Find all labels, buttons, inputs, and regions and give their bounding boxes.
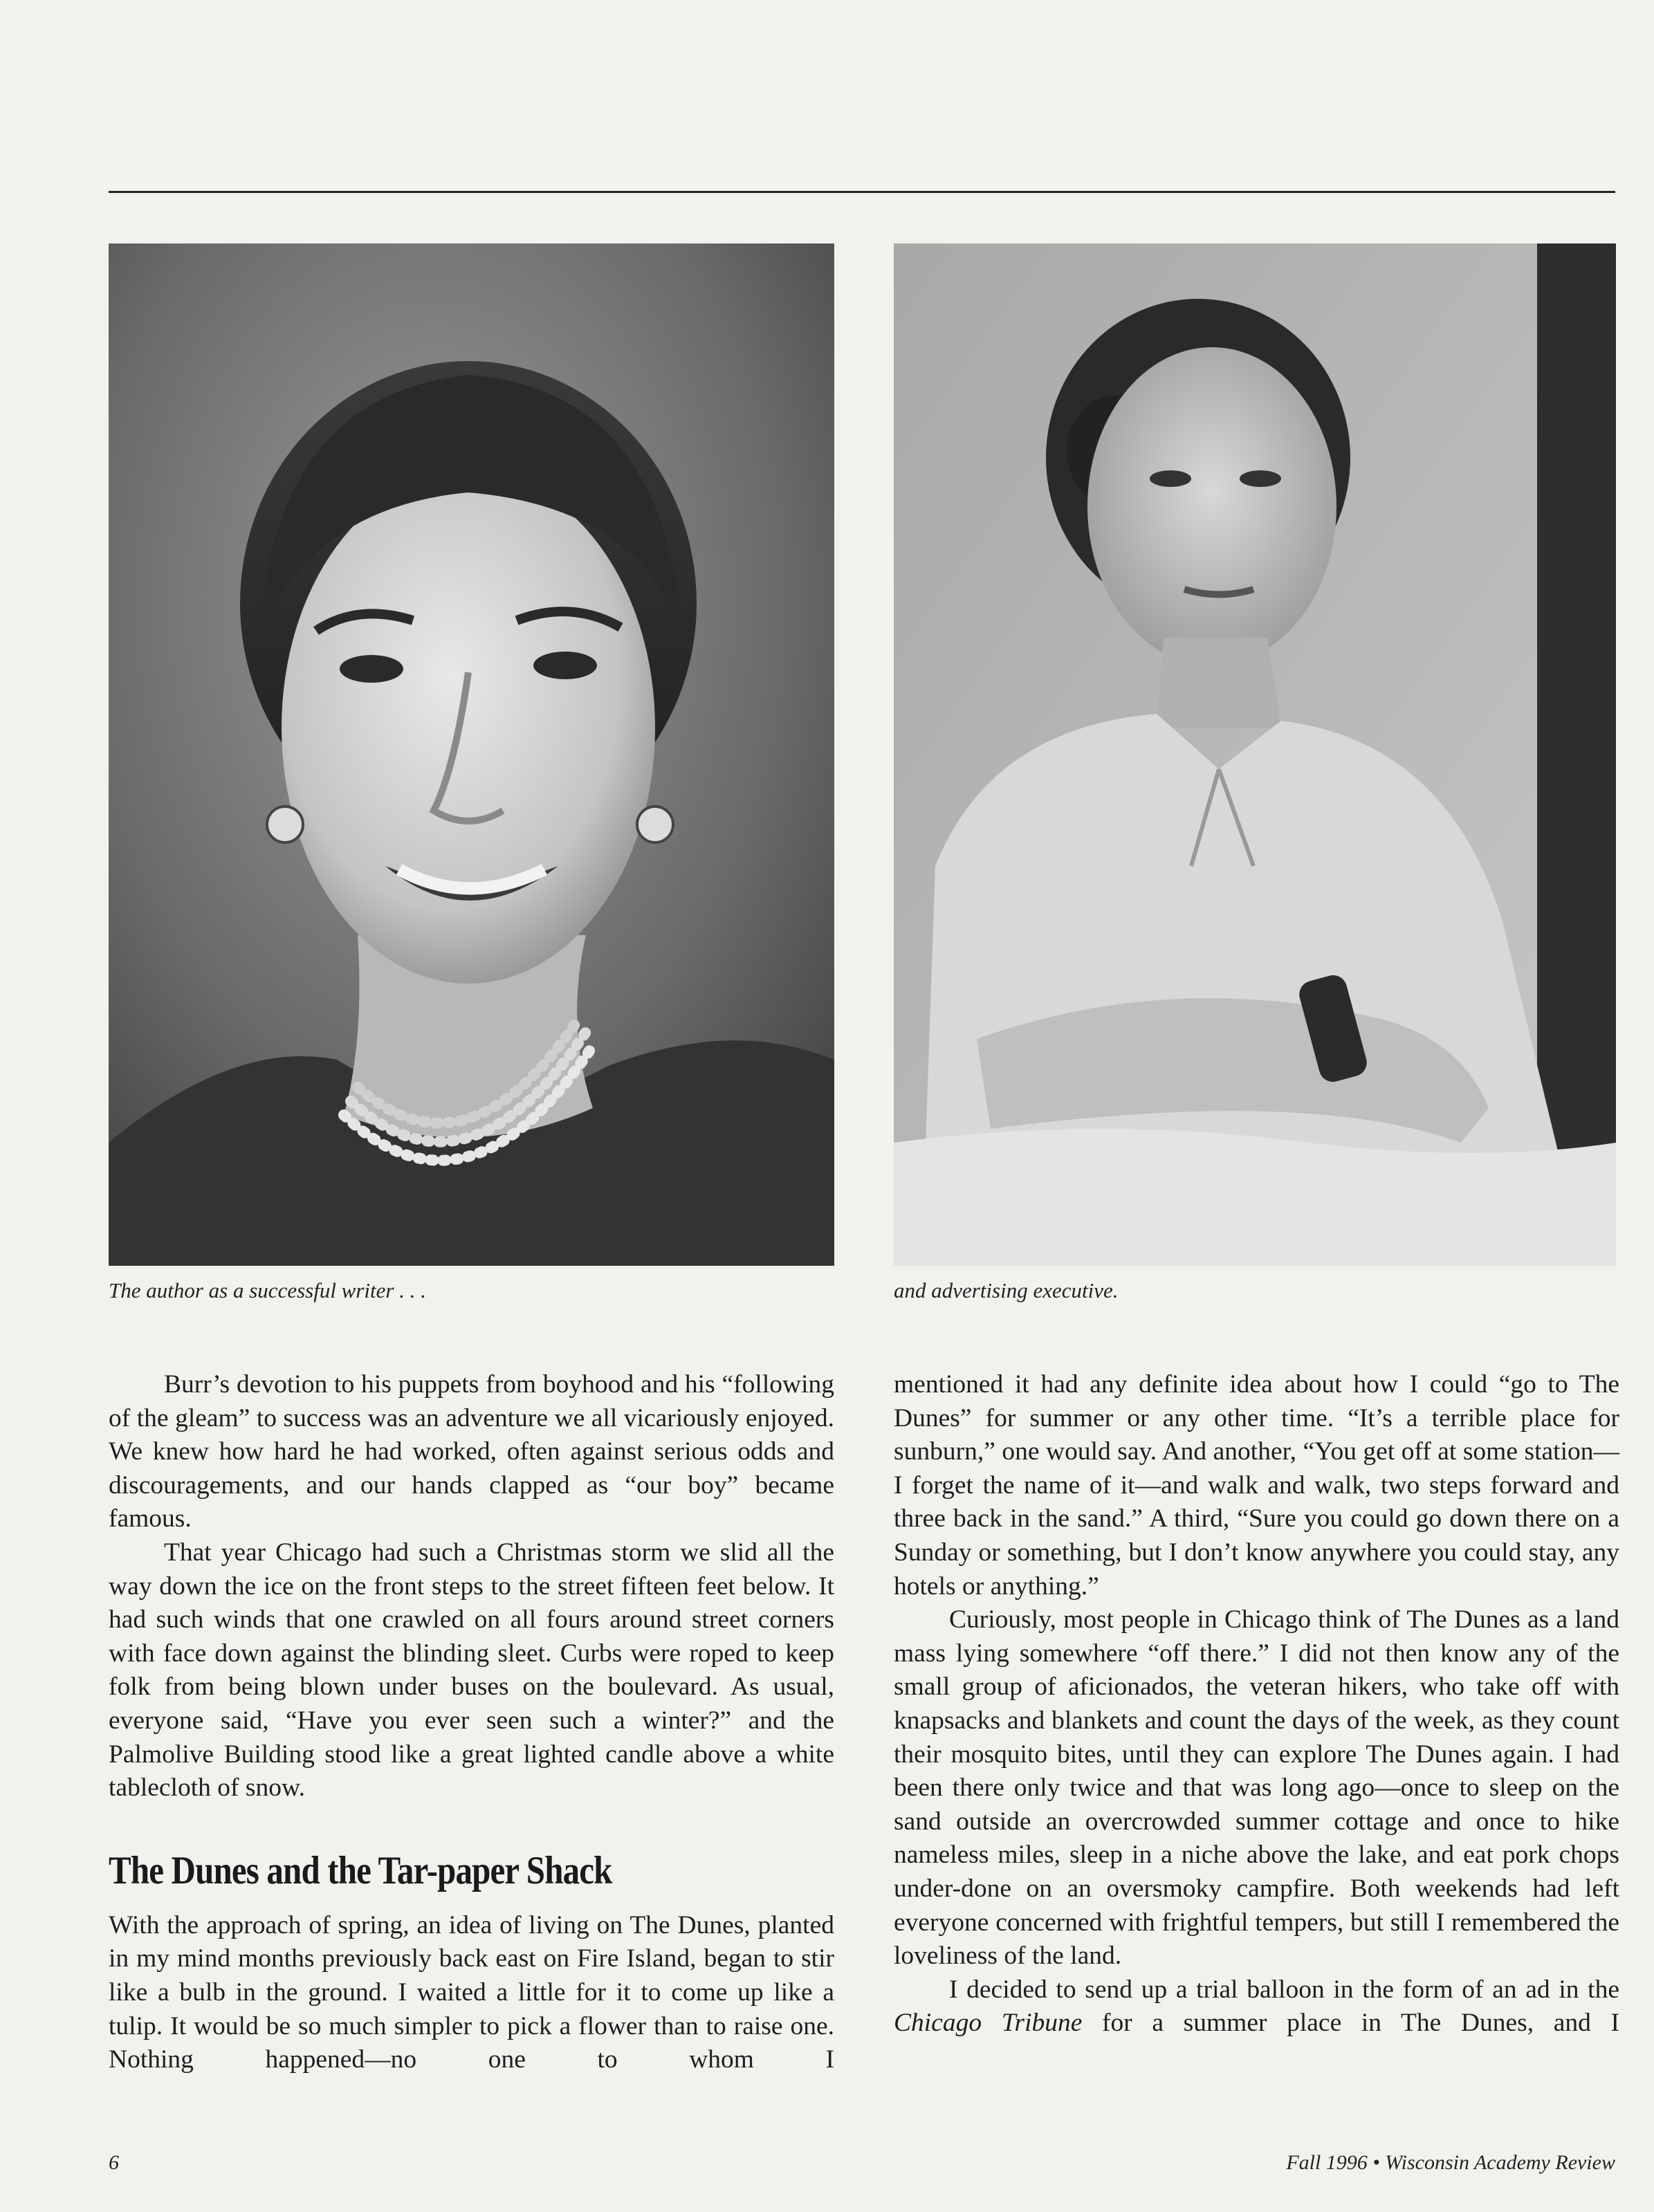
paragraph-text: I decided to send up a trial balloon in the form of an ad in the [949, 1975, 1619, 2004]
author-portrait-photo [109, 243, 834, 1266]
paragraph: That year Chicago had such a Christmas storm we slid all the way down the ice on the front steps to the street fifteen feet below. It had such winds that one crawled on all fours around street corners with face down against the blinding sleet. Curbs were roped to keep folk from being blown under buses on the boulevard. As usual, everyone said, “Have you ever seen such a winter?” and the Palmolive Building stood like a great lighted candle above a white tablecloth of snow. [109, 1538, 834, 1803]
photo-caption-right: and advertising executive. [894, 1278, 1119, 1302]
article-column-left [109, 1368, 834, 2077]
page-number: 6 [109, 2151, 119, 2174]
header-rule [109, 191, 1615, 193]
paragraph: mentioned it had any definite idea about how I could “go to The Dunes” for summer or any other time. “It’s a terrible place for sunburn,” one would say. And another, “You get off at some station—I forget the name of it—and walk and walk, two steps forward and three back in the sand.” A third, “Sure you could go down there on a Sunday or something, but I don’t know anywhere you could stay, any hotels or anything.” [894, 1370, 1619, 1601]
paragraph: Burr’s devotion to his puppets from boyhood and his “following of the gleam” to success was an adventure we all vicariously enjoyed. We knew how hard he had worked, often against serious odds and discouragements, and our hands clapped as “our boy” became famous. [109, 1370, 834, 1533]
executive-portrait-photo [894, 243, 1616, 1266]
article-column-right [894, 1368, 1619, 2040]
photo-caption-left: The author as a successful writer . . . [109, 1278, 426, 1302]
paragraph: With the approach of spring, an idea of living on The Dunes, planted in my mind months previously back east on Fire Island, began to stir like a bulb in the ground. I waited a little for it to come up like a tulip. It would be so much simpler to pick a flower than to raise one. Nothing happened—no one to whom I [109, 1910, 834, 2074]
section-heading: The Dunes and the Tar-paper Shack [109, 1848, 612, 1892]
newspaper-title: Chicago Tribune [894, 2009, 1083, 2038]
issue-line: Fall 1996 • Wisconsin Academy Review [1286, 2151, 1615, 2174]
paragraph: Curiously, most people in Chicago think of The Dunes as a land mass lying somewhere “off there.” I did not then know any of the small group of aficionados, the veteran hikers, who take off with knapsacks and blankets and count the days of the week, as they count their mosquito bites, until they can explore The Dunes again. I had been there only twice and that was long ago—once to sleep on the sand outside an overcrowded summer cottage and once to hike nameless miles, sleep in a niche above the lake, and eat pork chops under-done on an oversmoky campfire. Both weekends had left everyone concerned with frightful tempers, but still I remembered the loveliness of the land. [894, 1605, 1619, 1971]
paragraph [894, 1973, 1619, 2040]
paragraph-text: for a summer place in The Dunes, and I [1082, 2009, 1619, 2038]
